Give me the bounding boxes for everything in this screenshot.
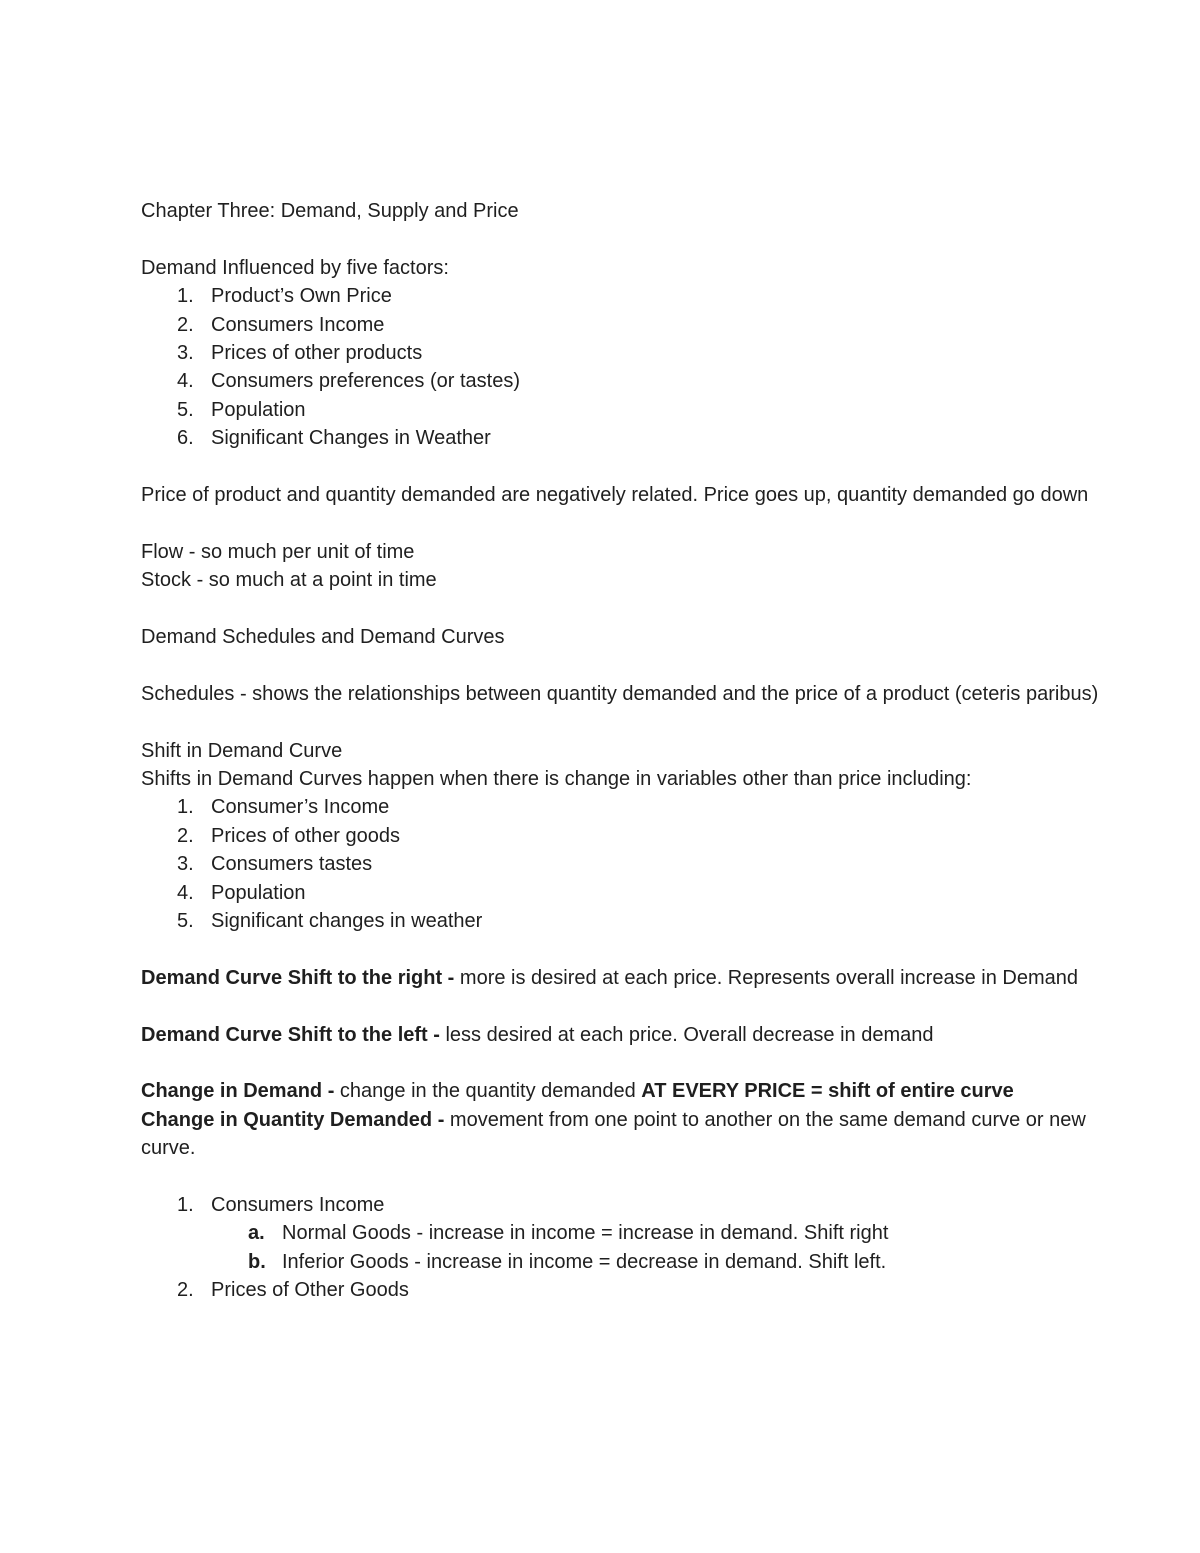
spacer xyxy=(141,651,1121,679)
document-body xyxy=(141,197,1121,1305)
demand-factors-list xyxy=(141,282,1121,452)
shift-right-text: more is desired at each price. Represents overall increase in Demand xyxy=(459,966,1078,989)
list-item: 2. Consumers Income xyxy=(177,313,385,336)
chapter-title: Chapter Three: Demand, Supply and Price xyxy=(141,200,519,222)
demand-factors-heading: Demand Influenced by five factors: xyxy=(141,256,449,279)
change-demand-paragraph xyxy=(141,1077,1121,1105)
shift-left-text: less desired at each price. Overall decrease in demand xyxy=(445,1023,934,1046)
schedules-heading: Demand Schedules and Demand Curves xyxy=(141,626,505,649)
change-quantity-paragraph xyxy=(141,1106,1121,1163)
stock-definition: Stock - so much at a point in time xyxy=(141,569,437,592)
schedules-paragraph: Schedules - shows the relationships between quantity demanded and the price of a product (ceteris paribus) xyxy=(141,682,1099,705)
shift-list xyxy=(141,793,1121,935)
list-item: 3. Consumers tastes xyxy=(177,853,373,876)
list-item: 6. Significant Changes in Weather xyxy=(177,427,491,450)
shift-right-term: Demand Curve Shift to the right - xyxy=(141,966,460,989)
spacer xyxy=(141,595,1121,623)
list-item: 5. Population xyxy=(177,398,306,421)
shift-intro: Shifts in Demand Curves happen when there is change in variables other than price including: xyxy=(141,768,972,791)
price-relation-paragraph: Price of product and quantity demanded are negatively related. Price goes up, quantity demanded go down xyxy=(141,484,1089,507)
list-item: 1. Consumers Income xyxy=(177,1194,385,1217)
change-quantity-text: movement from one point to another on the same demand curve or new curve. xyxy=(141,1108,1086,1160)
list-item: 2. Prices of Other Goods xyxy=(177,1279,409,1302)
shift-left-term: Demand Curve Shift to the left - xyxy=(141,1023,446,1046)
list-item: 4. Consumers preferences (or tastes) xyxy=(177,370,521,393)
spacer xyxy=(141,1163,1121,1191)
spacer xyxy=(141,935,1121,963)
list-item: 1. Consumer’s Income xyxy=(177,796,390,819)
shift-heading: Shift in Demand Curve xyxy=(141,739,343,762)
change-quantity-term: Change in Quantity Demanded - xyxy=(141,1108,450,1131)
spacer xyxy=(141,509,1121,537)
change-demand-emphasis: AT EVERY PRICE = shift of entire curve xyxy=(641,1080,1014,1103)
final-list xyxy=(141,1191,1121,1305)
list-item: 2. Prices of other goods xyxy=(177,824,400,847)
flow-definition: Flow - so much per unit of time xyxy=(141,540,415,563)
list-item: 1. Product’s Own Price xyxy=(177,285,392,308)
list-item: 3. Prices of other products xyxy=(177,342,423,365)
sub-list-item: a. Normal Goods - increase in income = increase in demand. Shift right xyxy=(248,1222,889,1245)
change-demand-term: Change in Demand - xyxy=(141,1080,340,1103)
list-item: 5. Significant changes in weather xyxy=(177,910,483,933)
spacer xyxy=(141,708,1121,736)
spacer xyxy=(141,992,1121,1020)
sub-list-item: b. Inferior Goods - increase in income = decrease in demand. Shift left. xyxy=(248,1250,887,1273)
shift-left-paragraph xyxy=(141,1021,1121,1049)
list-item: 4. Population xyxy=(177,881,306,904)
spacer xyxy=(141,453,1121,481)
change-demand-text: change in the quantity demanded xyxy=(339,1080,642,1103)
spacer xyxy=(141,1049,1121,1077)
shift-right-paragraph xyxy=(141,964,1121,992)
spacer xyxy=(141,225,1121,253)
